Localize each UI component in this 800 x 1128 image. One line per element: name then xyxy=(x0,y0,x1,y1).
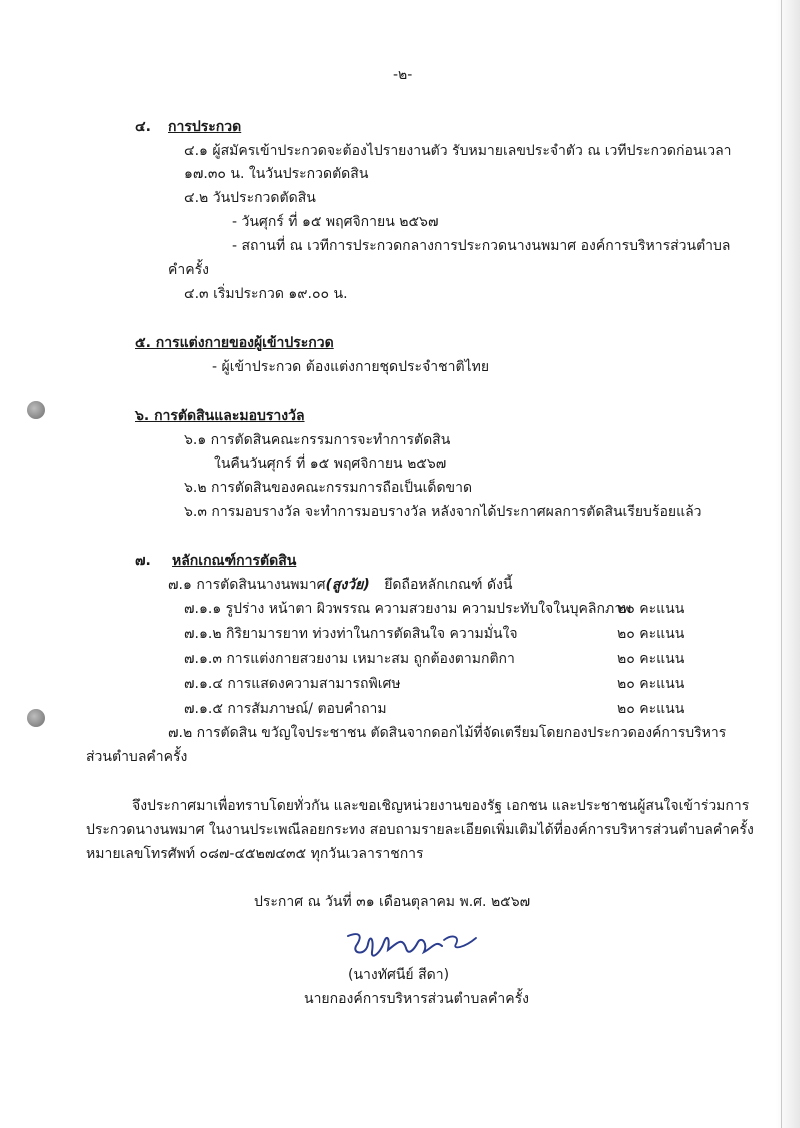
closing-line3: หมายเลขโทรศัพท์ ๐๘๗-๔๕๒๗๔๓๕ ทุกวันเวลาราชการ xyxy=(86,846,424,862)
punch-hole-bottom xyxy=(27,709,45,727)
section-7-number: ๗. xyxy=(135,553,151,569)
section-6-title: ๖. การตัดสินและมอบรางวัล xyxy=(135,408,305,424)
item-6-2: ๖.๒ การตัดสินของคณะกรรมการถือเป็นเด็ดขาด xyxy=(184,480,473,496)
item-4-2-date: - วันศุกร์ ที่ ๑๕ พฤศจิกายน ๒๕๖๗ xyxy=(232,214,439,230)
signer-position: นายกองค์การบริหารส่วนตำบลคำครั้ง xyxy=(304,991,529,1007)
section-7-title: หลักเกณฑ์การตัดสิน xyxy=(172,553,297,569)
criterion-score: ๒๐ คะแนน xyxy=(617,626,685,642)
signature-icon xyxy=(344,926,484,968)
item-7-1-label: ๗.๑ การตัดสินนางนพมาศ xyxy=(168,577,326,593)
page-edge-line xyxy=(781,0,782,1128)
page-edge-shadow xyxy=(776,0,800,1128)
criterion-label: ๗.๑.๒ กิริยามารยาท ท่วงท่าในการตัดสินใจ ความมั่นใจ xyxy=(184,626,518,642)
criterion-score: ๒๐ คะแนน xyxy=(617,651,685,667)
item-6-1-line2: ในคืนวันศุกร์ ที่ ๑๕ พฤศจิกายน ๒๕๖๗ xyxy=(214,456,447,472)
item-7-1-criteria-intro: ยึดถือหลักเกณฑ์ ดังนี้ xyxy=(384,577,513,593)
item-4-2: ๔.๒ วันประกวดตัดสิน xyxy=(184,190,316,206)
announcement-date: ประกาศ ณ วันที่ ๓๑ เดือนตุลาคม พ.ศ. ๒๕๖๗ xyxy=(254,894,531,910)
item-6-3: ๖.๓ การมอบรางวัล จะทำการมอบรางวัล หลังจากได้ประกาศผลการตัดสินเรียบร้อยแล้ว xyxy=(184,504,702,520)
item-7-1 xyxy=(168,576,513,594)
page-number: -๒- xyxy=(393,67,413,83)
item-7-1-age-group: (สูงวัย) xyxy=(325,577,370,593)
signer-name: (นางทัศนีย์ สีดา) xyxy=(348,967,450,983)
item-4-2-place-line1: - สถานที่ ณ เวทีการประกวดกลางการประกวดนางนพมาศ องค์การบริหารส่วนตำบล xyxy=(232,238,731,254)
item-4-1-line1: ๔.๑ ผู้สมัครเข้าประกวดจะต้องไปรายงานตัว รับหมายเลขประจำตัว ณ เวทีประกวดก่อนเวลา xyxy=(184,143,732,159)
item-4-3: ๔.๓ เริ่มประกวด ๑๙.๐๐ น. xyxy=(184,286,348,302)
criterion-score: ๒๐ คะแนน xyxy=(617,601,685,617)
section-4-title: การประกวด xyxy=(168,119,242,135)
criterion-label: ๗.๑.๕ การสัมภาษณ์/ ตอบคำถาม xyxy=(184,701,387,717)
item-7-2-line2: ส่วนตำบลคำครั้ง xyxy=(86,749,188,765)
section-5-title: ๕. การแต่งกายของผู้เข้าประกวด xyxy=(135,335,334,351)
closing-line2: ประกวดนางนพมาศ ในงานประเพณีลอยกระทง สอบถามรายละเอียดเพิ่มเติมได้ที่องค์การบริหารส่วนตำบลคำครั้ง xyxy=(86,822,754,838)
criterion-score: ๒๐ คะแนน xyxy=(617,701,685,717)
item-7-2-line1: ๗.๒ การตัดสิน ขวัญใจประชาชน ตัดสินจากดอกไม้ที่จัดเตรียมโดยกองประกวดองค์การบริหาร xyxy=(168,725,727,741)
item-4-1-line2: ๑๗.๓๐ น. ในวันประกวดตัดสิน xyxy=(184,166,369,182)
criterion-label: ๗.๑.๓ การแต่งกายสวยงาม เหมาะสม ถูกต้องตามกติกา xyxy=(184,651,515,667)
section-4-number: ๔. xyxy=(135,119,151,135)
punch-hole-top xyxy=(27,401,45,419)
section-5-item: - ผู้เข้าประกวด ต้องแต่งกายชุดประจำชาติไทย xyxy=(212,359,490,375)
criterion-label: ๗.๑.๔ การแสดงความสามารถพิเศษ xyxy=(184,676,401,692)
item-4-2-place-line2: คำครั้ง xyxy=(168,262,209,278)
item-6-1-line1: ๖.๑ การตัดสินคณะกรรมการจะทำการตัดสิน xyxy=(184,432,451,448)
closing-line1: จึงประกาศมาเพื่อทราบโดยทั่วกัน และขอเชิญหน่วยงานของรัฐ เอกชน และประชาชนผู้สนใจเข้าร่วมการ xyxy=(132,798,750,814)
criterion-score: ๒๐ คะแนน xyxy=(617,676,685,692)
criterion-label: ๗.๑.๑ รูปร่าง หน้าตา ผิวพรรณ ความสวยงาม ความประทับใจในบุคลิกภาพ xyxy=(184,601,632,617)
